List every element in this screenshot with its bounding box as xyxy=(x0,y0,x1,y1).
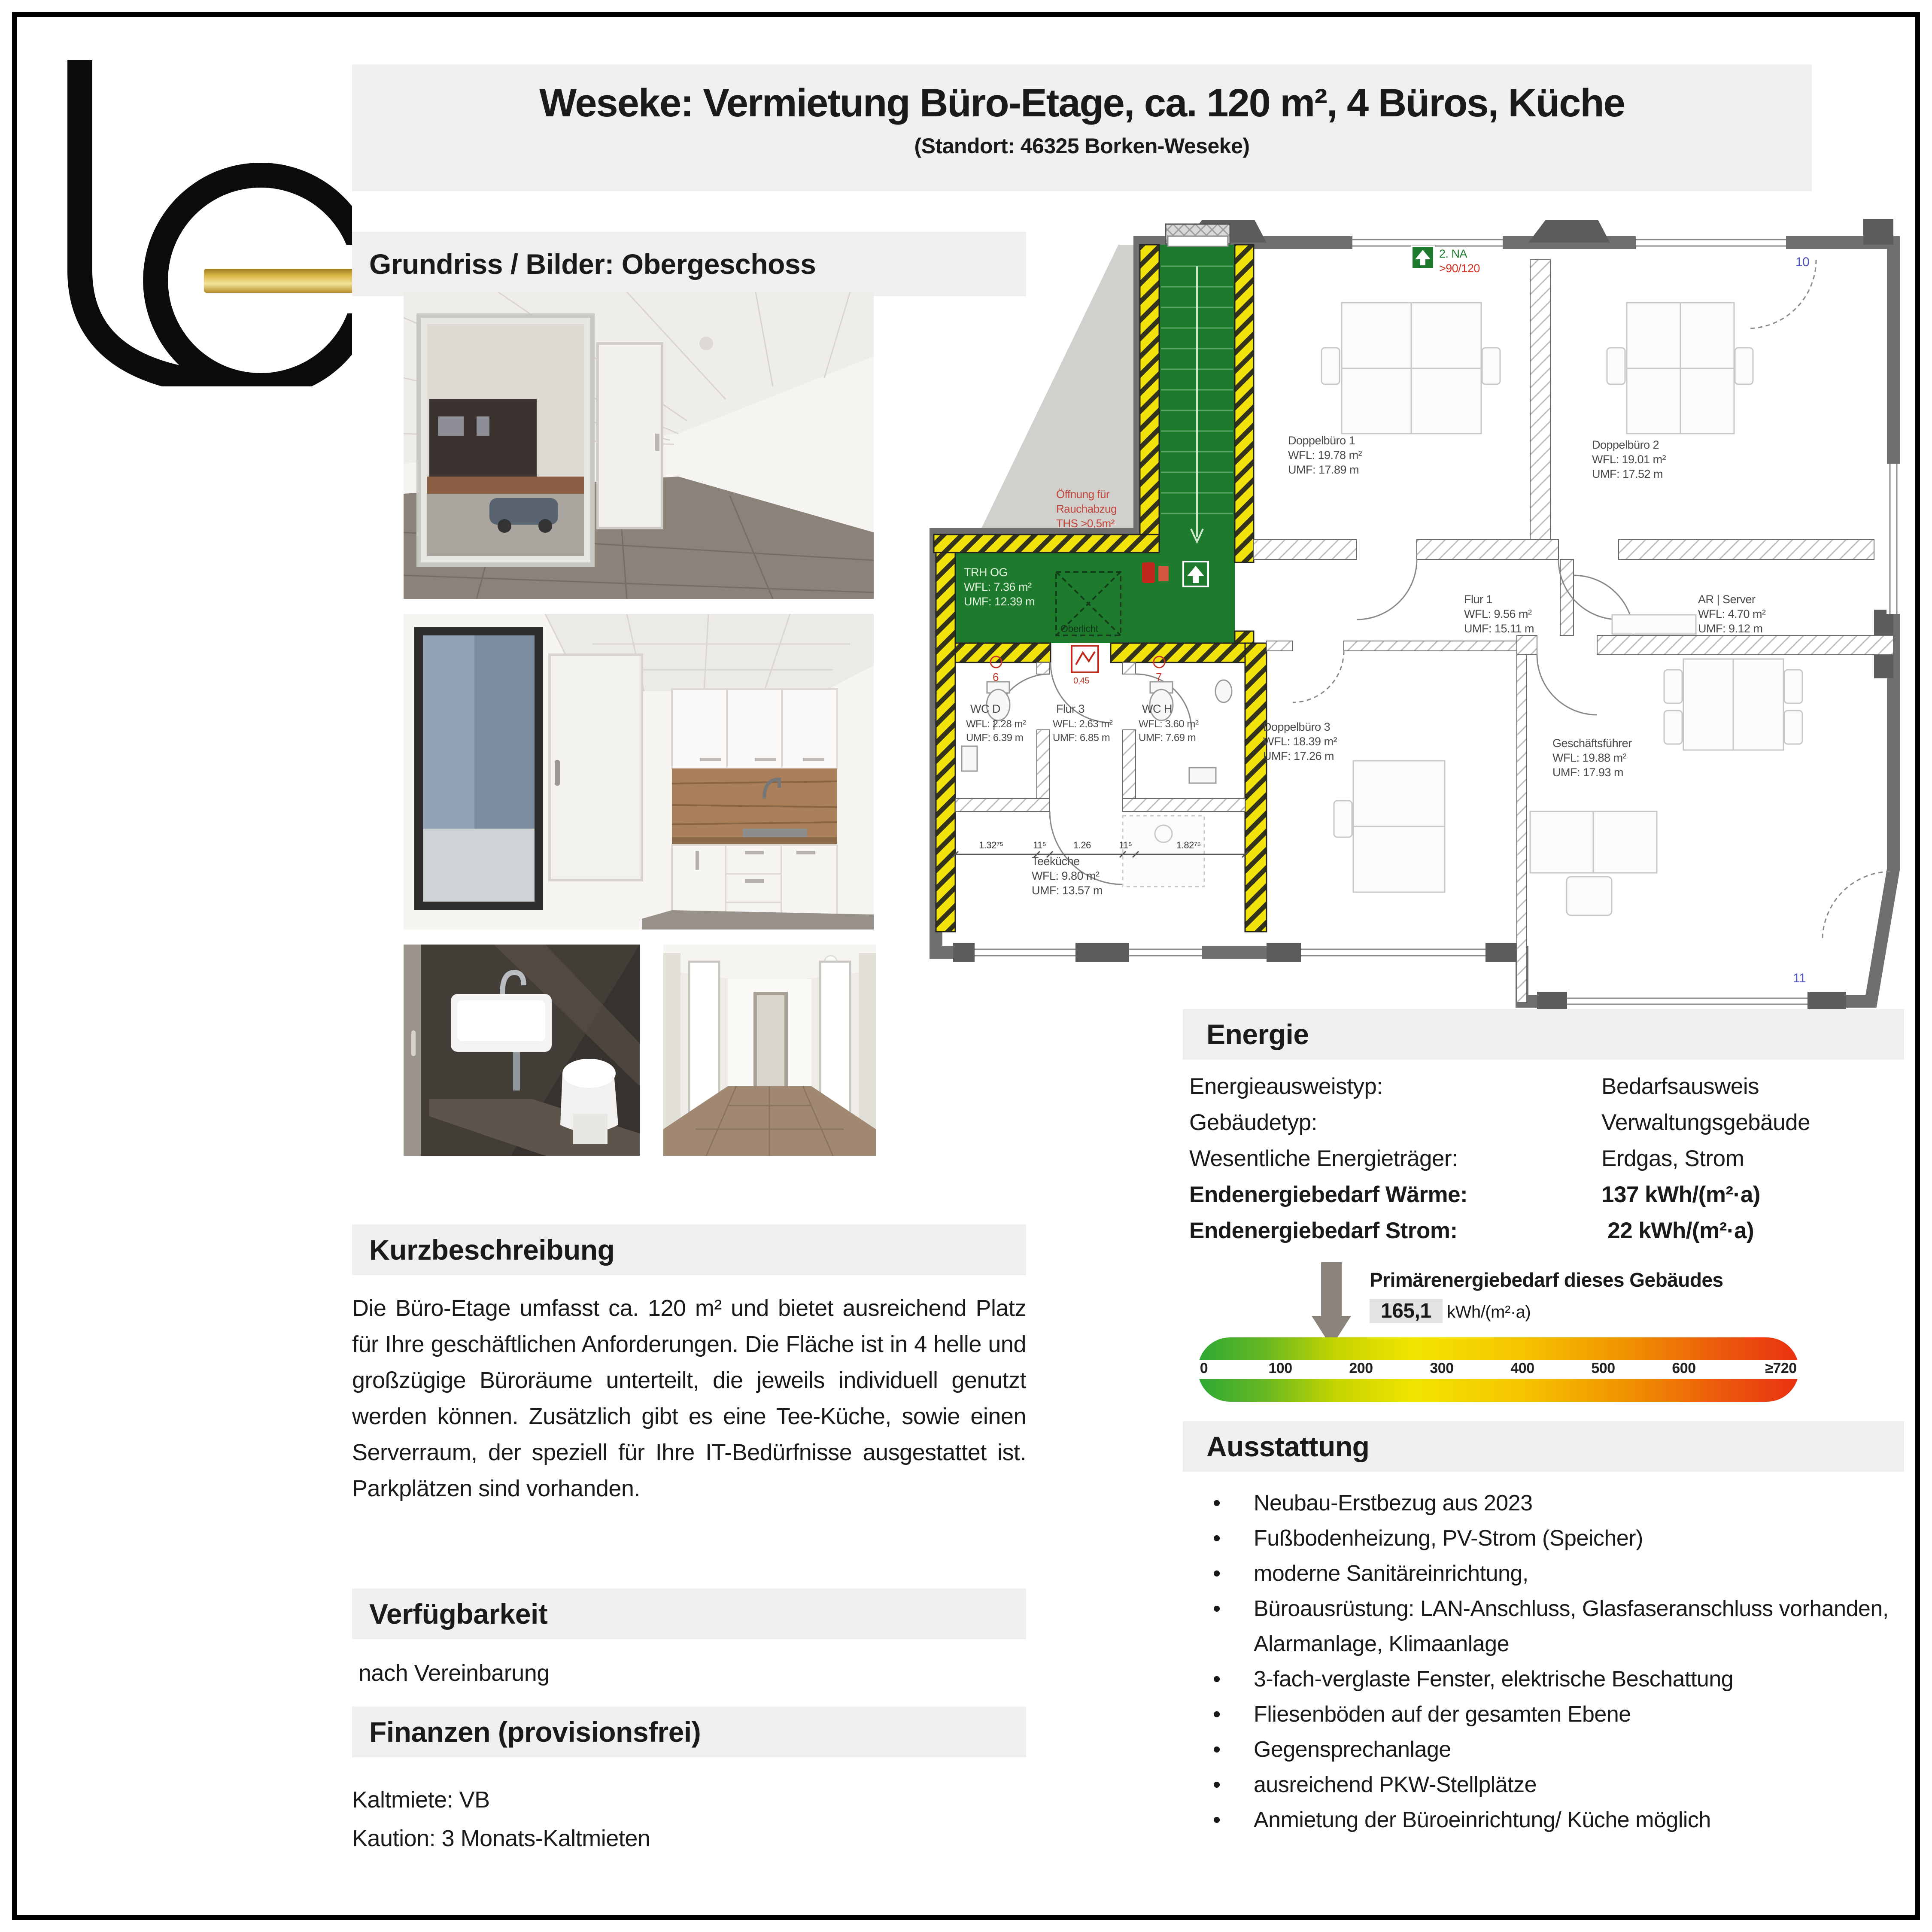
svg-text:Teeküche: Teeküche xyxy=(1032,855,1080,868)
energie-row xyxy=(1189,1073,1902,1109)
energy-tick: 500 xyxy=(1591,1360,1615,1376)
plan-number-10: 10 xyxy=(1795,255,1810,269)
svg-text:WC D: WC D xyxy=(970,702,1000,715)
svg-text:WFL: 18.39 m²: WFL: 18.39 m² xyxy=(1263,735,1337,748)
smoke-note-2: Rauchabzug xyxy=(1056,502,1117,515)
exit-sign-label-1: 2. NA xyxy=(1439,247,1467,260)
dim-5: 1.82⁷⁵ xyxy=(1176,840,1201,851)
svg-text:UMF: 17.89 m: UMF: 17.89 m xyxy=(1288,463,1359,476)
svg-text:WFL: 4.70 m²: WFL: 4.70 m² xyxy=(1698,608,1766,620)
svg-text:TRH OG: TRH OG xyxy=(964,566,1008,579)
kurzbeschreibung-text: Die Büro-Etage umfasst ca. 120 m² und bietet ausreichend Platz für Ihre geschäftlichen Anforderungen. Die Fläche ist in 4 helle und großzügige Büroräume unterteilt, die jeweils individuell genutzt werden können. Zusätzlich gibt es eine Tee-Küche, sowie einen Serverraum, der speziell für Ihre IT-Bedürfnisse ausgestattet ist. Parkplätzen sind vorhanden. xyxy=(352,1295,1026,1501)
svg-text:Geschäftsführer: Geschäftsführer xyxy=(1552,737,1632,750)
smoke-note-1: Öffnung für xyxy=(1056,488,1110,501)
svg-text:UMF: 17.93 m: UMF: 17.93 m xyxy=(1552,766,1624,779)
finanzen-kaltmiete: Kaltmiete: VB xyxy=(352,1787,490,1813)
list-item: • Gegensprechanlage xyxy=(1189,1732,1906,1767)
svg-text:Doppelbüro 3: Doppelbüro 3 xyxy=(1263,720,1331,733)
svg-text:Flur 3: Flur 3 xyxy=(1056,702,1085,715)
svg-text:Doppelbüro 2: Doppelbüro 2 xyxy=(1592,438,1659,451)
floorplan xyxy=(927,202,1902,1009)
svg-text:UMF: 12.39 m: UMF: 12.39 m xyxy=(964,595,1035,608)
energy-tick: 600 xyxy=(1672,1360,1696,1376)
dim-2: 11⁵ xyxy=(1033,840,1046,851)
energie-label: Endenergiebedarf Wärme: xyxy=(1189,1182,1468,1207)
energy-tick: 300 xyxy=(1430,1360,1454,1376)
heading-grundriss xyxy=(352,232,1026,296)
energy-unit: kWh/(m²·a) xyxy=(1447,1303,1531,1321)
energie-row xyxy=(1189,1109,1902,1145)
list-item: • 3-fach-verglaste Fenster, elektrische Beschattung xyxy=(1189,1662,1906,1697)
energie-label: Wesentliche Energieträger: xyxy=(1189,1146,1458,1171)
svg-text:WFL: 2.28 m²: WFL: 2.28 m² xyxy=(966,718,1026,730)
svg-text:WFL: 9.56 m²: WFL: 9.56 m² xyxy=(1464,608,1532,620)
page-subtitle: (Standort: 46325 Borken-Weseke) xyxy=(914,134,1250,158)
energie-value: 137 kWh/(m²·a) xyxy=(1601,1182,1760,1207)
list-item: • Büroausrüstung: LAN-Anschluss, Glasfaseranschluss vorhanden, Alarmanlage, Klimaanlage xyxy=(1189,1591,1906,1662)
room-label-geschaeftsfuehrer xyxy=(1552,737,1632,779)
room-label-doppelbuero-1 xyxy=(1288,434,1362,476)
ausstattung-list xyxy=(1189,1485,1906,1838)
energy-tick: 200 xyxy=(1349,1360,1373,1376)
plan-number-11: 11 xyxy=(1793,971,1806,985)
heading-ausstattung-label: Ausstattung xyxy=(1206,1431,1370,1462)
svg-text:UMF: 7.69 m: UMF: 7.69 m xyxy=(1139,732,1196,744)
svg-text:UMF: 17.26 m: UMF: 17.26 m xyxy=(1263,750,1334,762)
heading-ausstattung xyxy=(1183,1421,1904,1472)
list-item: • Anmietung der Büroeinrichtung/ Küche möglich xyxy=(1189,1802,1906,1838)
heading-finanzen-label: Finanzen (provisionsfrei) xyxy=(369,1716,701,1748)
svg-text:WFL: 19.01 m²: WFL: 19.01 m² xyxy=(1592,453,1666,466)
svg-text:Flur 1: Flur 1 xyxy=(1464,593,1493,606)
svg-text:UMF: 6.85 m: UMF: 6.85 m xyxy=(1053,732,1110,744)
photo-kitchen xyxy=(404,614,874,930)
exit-sign-label-2: >90/120 xyxy=(1439,262,1480,275)
title-box xyxy=(352,64,1812,191)
dim-3: 1.26 xyxy=(1073,840,1091,851)
verfuegbarkeit-text: nach Vereinbarung xyxy=(358,1660,550,1686)
svg-text:WFL: 9.80 m²: WFL: 9.80 m² xyxy=(1032,869,1100,882)
svg-text:UMF: 13.57 m: UMF: 13.57 m xyxy=(1032,884,1103,897)
door-width-box xyxy=(1072,646,1098,672)
dim-1: 1.32⁷⁵ xyxy=(979,840,1003,851)
energy-tick: 400 xyxy=(1510,1360,1534,1376)
heading-grundriss-label: Grundriss / Bilder: Obergeschoss xyxy=(369,248,816,280)
energy-tick: ≥720 xyxy=(1765,1360,1797,1376)
energy-value: 165,1 xyxy=(1370,1299,1443,1323)
room-label-doppelbuero-2 xyxy=(1592,438,1666,480)
wc-d-number: 6 xyxy=(993,671,999,683)
svg-text:UMF: 17.52 m: UMF: 17.52 m xyxy=(1592,468,1663,480)
list-item: • Neubau-Erstbezug aus 2023 xyxy=(1189,1485,1906,1521)
wc-h-number: 7 xyxy=(1156,671,1162,683)
smoke-note-3: THS >0,5m² xyxy=(1056,517,1115,530)
svg-text:WFL: 3.60 m²: WFL: 3.60 m² xyxy=(1139,718,1199,730)
energy-scale xyxy=(1189,1262,1902,1417)
energie-row xyxy=(1189,1145,1902,1182)
svg-text:WFL: 7.36 m²: WFL: 7.36 m² xyxy=(964,580,1032,593)
energie-value: Verwaltungsgebäude xyxy=(1601,1110,1810,1135)
list-item: • moderne Sanitäreinrichtung, xyxy=(1189,1556,1906,1591)
list-item: • ausreichend PKW-Stellplätze xyxy=(1189,1767,1906,1802)
finanzen-kaution: Kaution: 3 Monats-Kaltmieten xyxy=(352,1826,650,1851)
room-label-doppelbuero-3 xyxy=(1263,720,1337,762)
svg-text:Doppelbüro 1: Doppelbüro 1 xyxy=(1288,434,1355,447)
energie-value: Bedarfsausweis xyxy=(1601,1074,1759,1099)
svg-text:WFL: 19.78 m²: WFL: 19.78 m² xyxy=(1288,449,1362,462)
photo-bathroom xyxy=(404,945,640,1156)
energie-row xyxy=(1189,1182,1902,1218)
svg-text:AR | Server: AR | Server xyxy=(1698,593,1756,606)
energie-value: 22 kWh/(m²·a) xyxy=(1601,1218,1754,1243)
svg-text:UMF: 15.11 m: UMF: 15.11 m xyxy=(1464,622,1534,635)
energie-label: Energieausweistyp: xyxy=(1189,1074,1383,1099)
heading-kurzbeschreibung xyxy=(352,1224,1026,1275)
list-item: • Fußbodenheizung, PV-Strom (Speicher) xyxy=(1189,1521,1906,1556)
energy-tick: 100 xyxy=(1268,1360,1292,1376)
list-item: • Fliesenböden auf der gesamten Ebene xyxy=(1189,1697,1906,1732)
heading-kurzbeschreibung-label: Kurzbeschreibung xyxy=(369,1234,615,1266)
energie-value: Erdgas, Strom xyxy=(1601,1146,1744,1171)
door-width-label: 0,45 xyxy=(1073,676,1089,686)
heading-energie-label: Energie xyxy=(1206,1018,1309,1050)
energie-label: Gebäudetyp: xyxy=(1189,1110,1318,1135)
heading-verfuegbarkeit-label: Verfügbarkeit xyxy=(369,1598,548,1630)
exit-arrow-icon xyxy=(1183,562,1208,586)
energy-scale-title: Primärenergiebedarf dieses Gebäudes xyxy=(1370,1269,1723,1291)
energie-row xyxy=(1189,1218,1902,1254)
broker-logo-icon xyxy=(52,56,352,386)
energy-arrow-icon xyxy=(1321,1262,1342,1316)
photo-office-room xyxy=(404,292,874,599)
energie-label: Endenergiebedarf Strom: xyxy=(1189,1218,1458,1243)
heading-verfuegbarkeit xyxy=(352,1589,1026,1639)
oberlicht-label: Oberlicht xyxy=(1060,623,1098,634)
heading-finanzen xyxy=(352,1707,1026,1757)
svg-text:UMF: 9.12 m: UMF: 9.12 m xyxy=(1698,622,1763,635)
heading-energie xyxy=(1183,1009,1904,1060)
svg-text:WFL: 2.63 m²: WFL: 2.63 m² xyxy=(1053,718,1113,730)
svg-text:UMF: 6.39 m: UMF: 6.39 m xyxy=(966,732,1024,744)
svg-text:WFL: 19.88 m²: WFL: 19.88 m² xyxy=(1552,751,1627,764)
dim-4: 11⁵ xyxy=(1119,840,1132,851)
photo-hallway xyxy=(663,945,876,1156)
energy-tick: 0 xyxy=(1200,1360,1208,1376)
page-title: Weseke: Vermietung Büro-Etage, ca. 120 m², 4 Büros, Küche xyxy=(539,81,1625,125)
svg-text:WC H: WC H xyxy=(1142,702,1172,715)
